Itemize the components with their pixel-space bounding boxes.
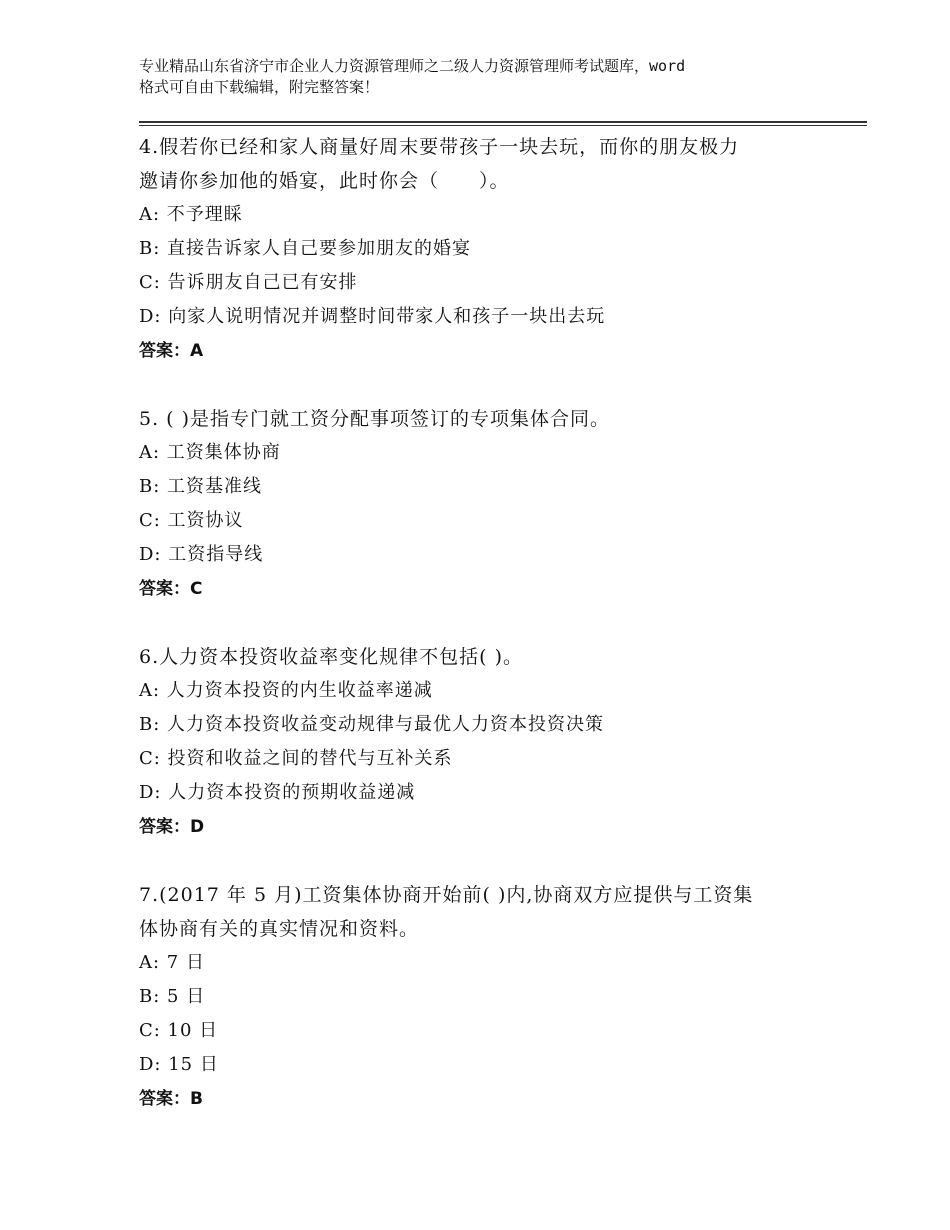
question-6 bbox=[139, 640, 839, 844]
option-c: C: 10 日 bbox=[139, 1020, 219, 1041]
answer-label: 答案：B bbox=[139, 1089, 203, 1109]
option-b: B: 工资基准线 bbox=[139, 476, 263, 497]
question-7 bbox=[139, 878, 839, 1116]
option-c: C: 告诉朋友自己已有安排 bbox=[139, 272, 358, 293]
question-list bbox=[139, 130, 839, 1116]
option-a: A: 工资集体协商 bbox=[139, 442, 281, 463]
header-divider-thin bbox=[139, 125, 867, 126]
question-text: 6.人力资本投资收益率变化规律不包括( )。 bbox=[139, 646, 523, 668]
option-b: B: 人力资本投资收益变动规律与最优人力资本投资决策 bbox=[139, 714, 605, 735]
spacer bbox=[139, 606, 839, 640]
option-b: B: 5 日 bbox=[139, 986, 206, 1007]
question-5 bbox=[139, 402, 839, 606]
answer-label: 答案：A bbox=[139, 341, 204, 361]
header-line-2: 格式可自由下载编辑，附完整答案！ bbox=[139, 78, 380, 96]
option-b: B: 直接告诉家人自己要参加朋友的婚宴 bbox=[139, 238, 472, 259]
answer-label: 答案：D bbox=[139, 817, 205, 837]
question-text: 体协商有关的真实情况和资料。 bbox=[139, 918, 420, 940]
option-d: D: 15 日 bbox=[139, 1054, 219, 1075]
header-line-1: 专业精品山东省济宁市企业人力资源管理师之二级人力资源管理师考试题库，word bbox=[139, 57, 686, 75]
option-c: C: 投资和收益之间的替代与互补关系 bbox=[139, 748, 453, 769]
question-text: 5. ( )是指专门就工资分配事项签订的专项集体合同。 bbox=[139, 408, 611, 430]
option-d: D: 人力资本投资的预期收益递减 bbox=[139, 782, 416, 803]
question-text: 4.假若你已经和家人商量好周末要带孩子一块去玩，而你的朋友极力 bbox=[139, 136, 740, 158]
option-a: A: 人力资本投资的内生收益率递减 bbox=[139, 680, 433, 701]
spacer bbox=[139, 844, 839, 878]
option-d: D: 工资指导线 bbox=[139, 544, 264, 565]
option-a: A: 7 日 bbox=[139, 952, 205, 973]
document-header bbox=[139, 56, 839, 98]
question-text: 7.(2017 年 5 月)工资集体协商开始前( )内,协商双方应提供与工资集 bbox=[139, 884, 754, 906]
spacer bbox=[139, 368, 839, 402]
option-a: A: 不予理睬 bbox=[139, 204, 243, 225]
option-d: D: 向家人说明情况并调整时间带家人和孩子一块出去玩 bbox=[139, 306, 606, 327]
question-text: 邀请你参加他的婚宴，此时你会（ ）。 bbox=[139, 170, 510, 192]
question-4 bbox=[139, 130, 839, 368]
option-c: C: 工资协议 bbox=[139, 510, 244, 531]
header-divider-thick bbox=[139, 121, 867, 123]
answer-label: 答案：C bbox=[139, 579, 203, 599]
